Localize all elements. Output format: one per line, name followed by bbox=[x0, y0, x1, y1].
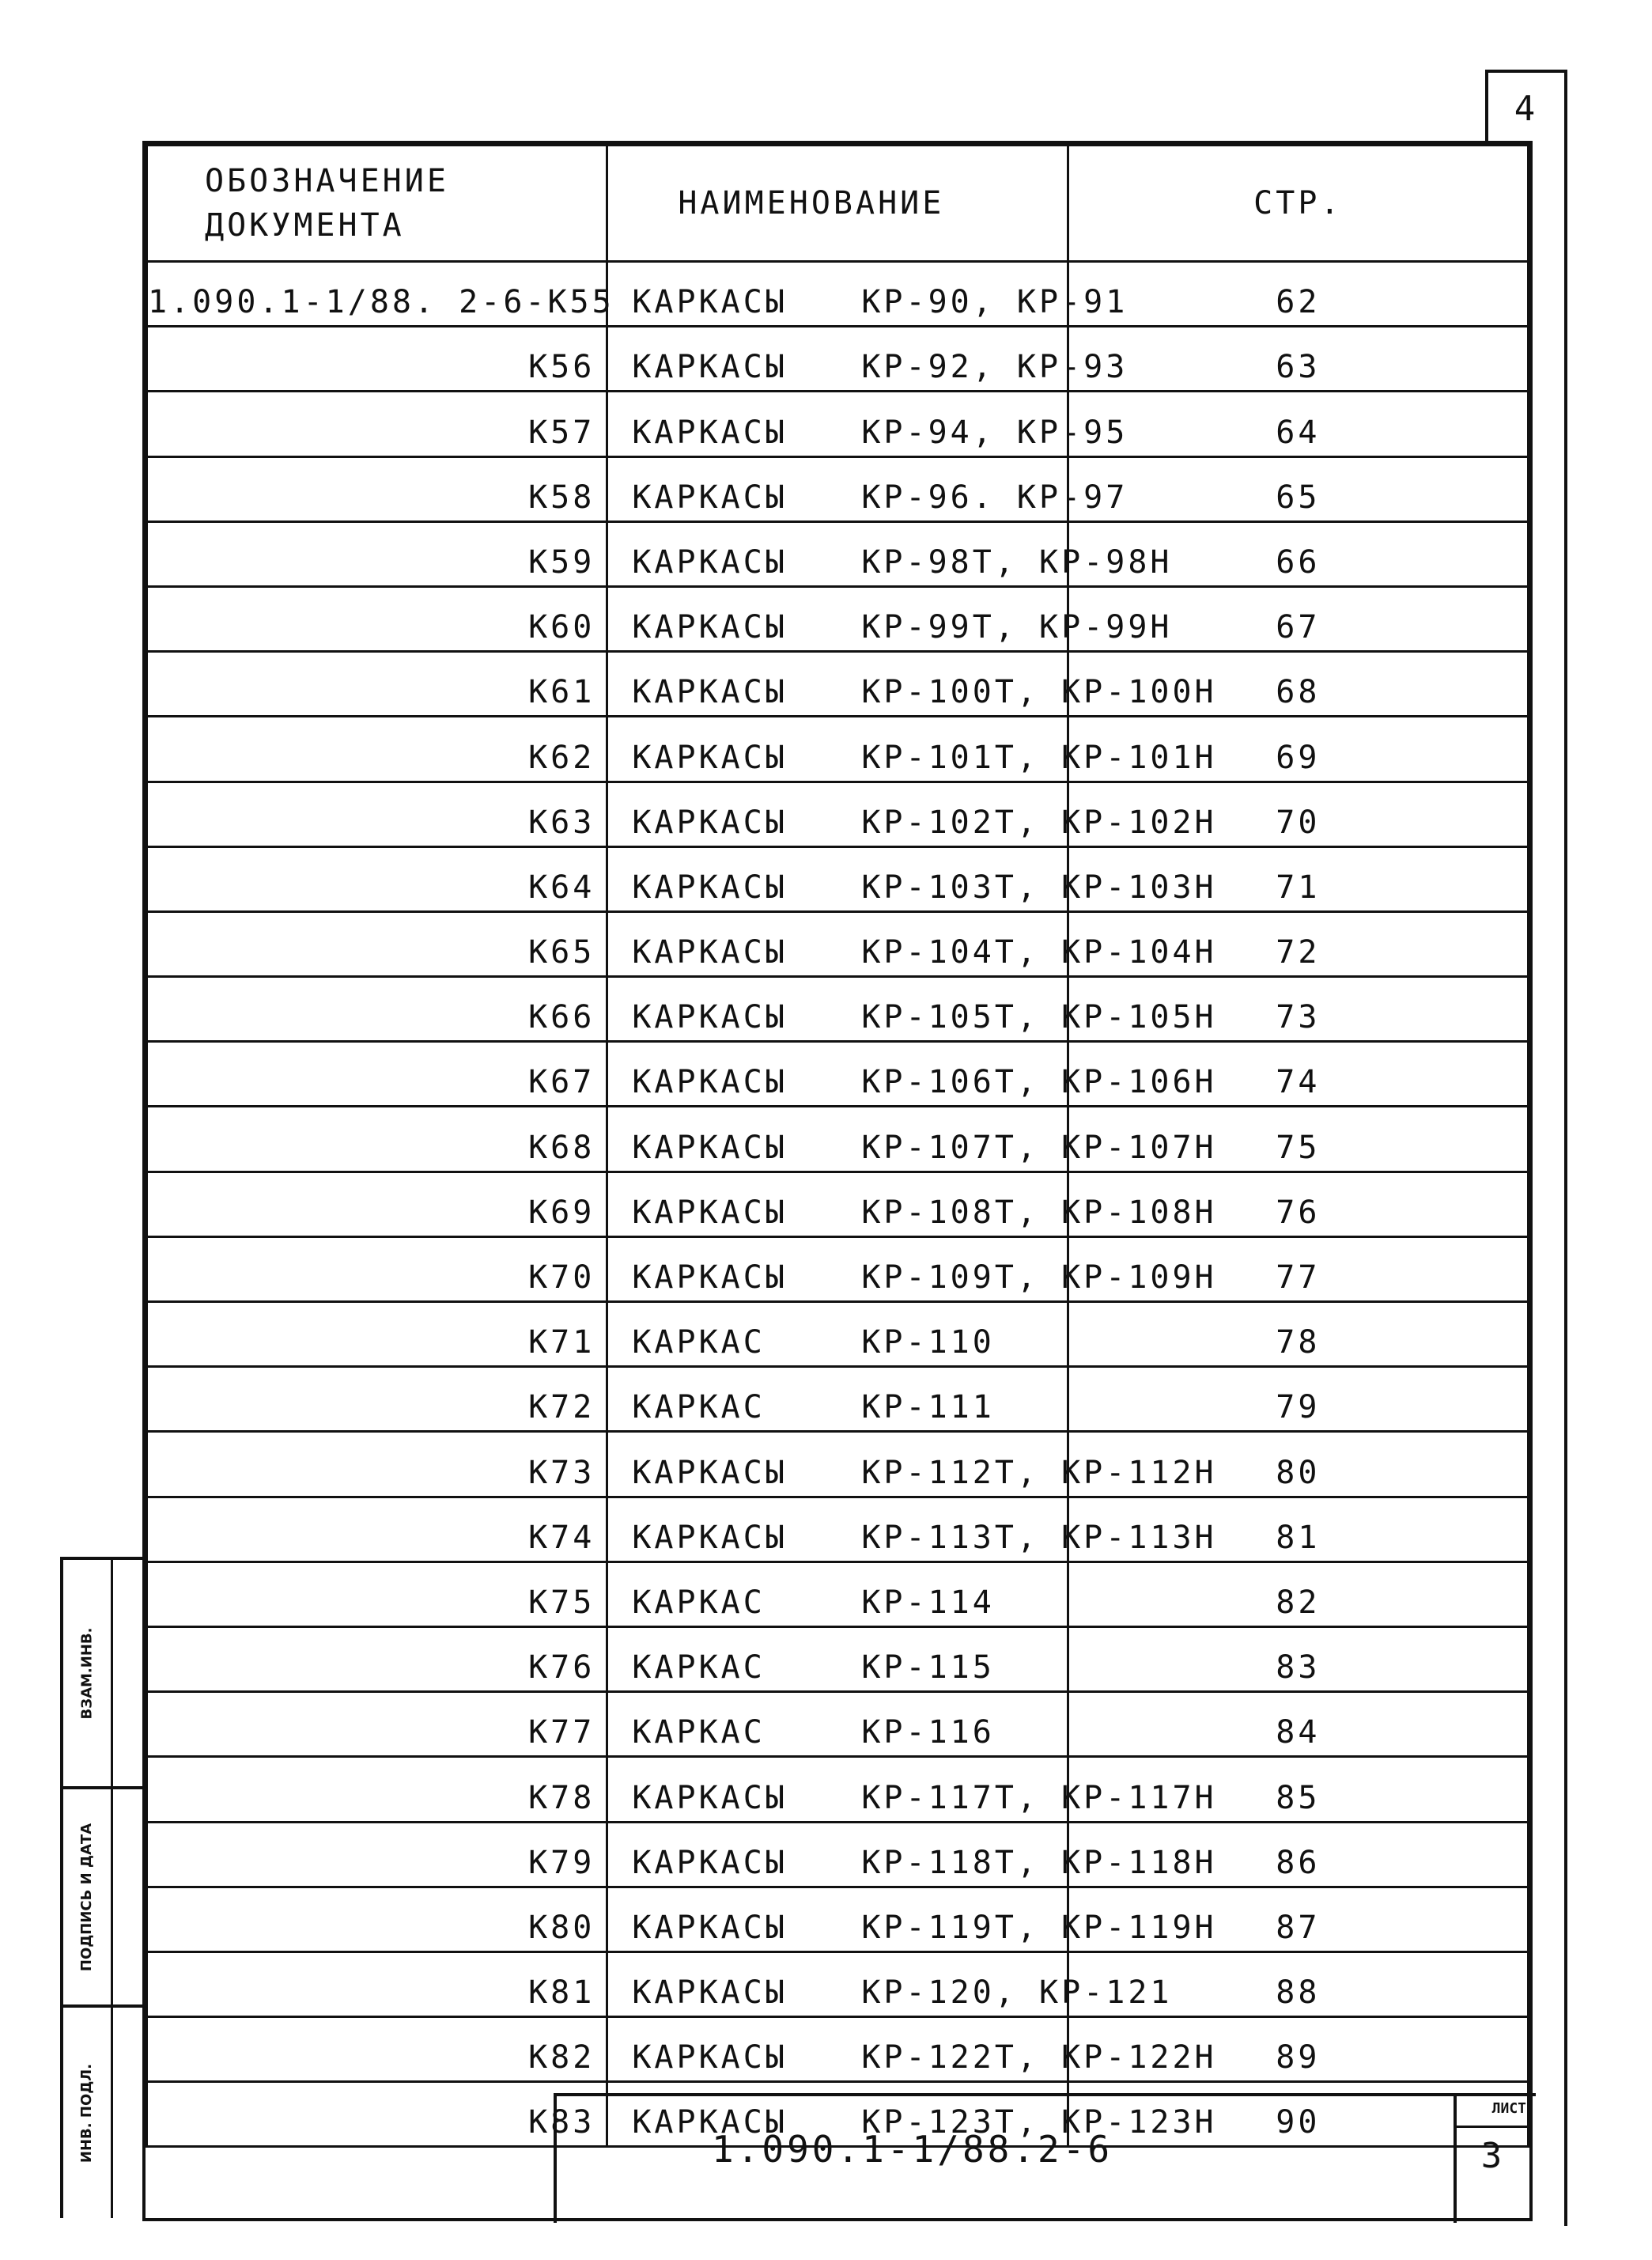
row-page: 84 bbox=[1068, 1692, 1528, 1757]
row-name bbox=[607, 1562, 1068, 1626]
row-designation: К74 bbox=[147, 1497, 607, 1562]
row-name bbox=[607, 327, 1128, 392]
row-page: 73 bbox=[1068, 977, 1528, 1042]
row-designation: К67 bbox=[147, 1042, 607, 1107]
row-name bbox=[607, 911, 1217, 976]
header-designation-line1: ОБОЗНАЧЕНИЕ bbox=[205, 163, 449, 199]
row-name-marks: КР-117Т, КР-117Н bbox=[861, 1779, 1217, 1816]
table-row bbox=[147, 586, 1529, 651]
page-number: 4 bbox=[1485, 70, 1567, 144]
row-name bbox=[607, 456, 1128, 521]
row-name-word: КАРКАСЫ bbox=[632, 934, 788, 971]
row-designation: К62 bbox=[147, 717, 607, 782]
title-block-designation: 1.090.1-1/88.2-6 bbox=[712, 2128, 1113, 2171]
row-name-word: КАРКАС bbox=[632, 1649, 766, 1686]
table-row bbox=[147, 1951, 1529, 2016]
row-page: 80 bbox=[1068, 1432, 1528, 1497]
row-name-word: КАРКАСЫ bbox=[632, 543, 788, 581]
row-name-word: КАРКАСЫ bbox=[632, 739, 788, 776]
row-name-word: КАРКАСЫ bbox=[632, 414, 788, 451]
row-page: 89 bbox=[1068, 2017, 1528, 2082]
row-name-word: КАРКАСЫ bbox=[632, 479, 788, 516]
row-name-word: КАРКАСЫ bbox=[632, 1454, 788, 1491]
table-row bbox=[147, 1432, 1529, 1497]
row-designation: К59 bbox=[147, 521, 607, 586]
row-name-word: КАРКАСЫ bbox=[632, 1519, 788, 1556]
row-name-marks: КР-109Т, КР-109Н bbox=[861, 1259, 1217, 1296]
row-name-marks: КР-106Т, КР-106Н bbox=[861, 1064, 1217, 1101]
row-name-marks: КР-92, КР-93 bbox=[861, 349, 1128, 386]
table-row bbox=[147, 1236, 1529, 1301]
row-name bbox=[607, 521, 1173, 586]
row-name-word: КАРКАС bbox=[632, 1584, 766, 1621]
table-row bbox=[147, 262, 1529, 327]
row-designation: К75 bbox=[147, 1562, 607, 1626]
row-name bbox=[607, 2017, 1217, 2082]
row-page: 82 bbox=[1068, 1562, 1528, 1626]
row-page: 71 bbox=[1068, 846, 1528, 911]
row-name-marks: КР-118Т, КР-118Н bbox=[861, 1844, 1217, 1881]
row-name-word: КАРКАСЫ bbox=[632, 2039, 788, 2076]
row-name-word: КАРКАС bbox=[632, 1389, 766, 1426]
row-name-word: КАРКАСЫ bbox=[632, 1974, 788, 2012]
row-designation: К70 bbox=[147, 1236, 607, 1301]
sheet-number: 3 bbox=[1480, 2136, 1506, 2176]
row-name-marks: КР-99Т, КР-99Н bbox=[861, 609, 1173, 646]
row-name-marks: КР-123Т, КР-123Н bbox=[861, 2104, 1217, 2141]
table-row bbox=[147, 717, 1529, 782]
row-name bbox=[607, 782, 1217, 846]
row-page: 66 bbox=[1068, 521, 1528, 586]
row-page: 77 bbox=[1068, 1236, 1528, 1301]
side-label-replacement-inv: ВЗАМ.ИНВ. bbox=[78, 1627, 96, 1719]
table-row bbox=[147, 1367, 1529, 1432]
row-name-word: КАРКАСЫ bbox=[632, 284, 788, 321]
row-name bbox=[607, 1042, 1217, 1107]
row-page: 69 bbox=[1068, 717, 1528, 782]
sheet-label: ЛИСТ bbox=[1454, 2093, 1533, 2128]
row-name-marks: КР-103Т, КР-103Н bbox=[861, 869, 1217, 906]
table-row bbox=[147, 1822, 1529, 1887]
row-designation: К57 bbox=[147, 392, 607, 456]
row-name bbox=[607, 1302, 1068, 1367]
row-name-marks: КР-101Т, КР-101Н bbox=[861, 739, 1217, 776]
row-page: 86 bbox=[1068, 1822, 1528, 1887]
row-designation: 1.090.1-1/88. 2-6-К55 bbox=[147, 262, 607, 327]
row-name-marks: КР-96. КР-97 bbox=[861, 479, 1128, 516]
row-name bbox=[607, 392, 1128, 456]
row-name-word: КАРКАСЫ bbox=[632, 1779, 788, 1816]
side-label-signature-date: ПОДПИСЬ И ДАТА bbox=[78, 1823, 96, 1971]
table-row bbox=[147, 1107, 1529, 1172]
table-header-row bbox=[147, 146, 1529, 262]
row-designation: К83 bbox=[147, 2082, 607, 2147]
row-designation: К61 bbox=[147, 652, 607, 717]
row-designation: К82 bbox=[147, 2017, 607, 2082]
table-body bbox=[147, 262, 1529, 2153]
row-name-marks: КР-111 bbox=[861, 1389, 995, 1426]
row-page: 87 bbox=[1068, 1887, 1528, 1951]
row-name-marks: КР-112Т, КР-112Н bbox=[861, 1454, 1217, 1491]
row-name bbox=[607, 977, 1217, 1042]
row-name bbox=[607, 1497, 1217, 1562]
row-designation: К65 bbox=[147, 911, 607, 976]
row-name-word: КАРКАСЫ bbox=[632, 2104, 788, 2141]
row-page: 68 bbox=[1068, 652, 1528, 717]
row-name bbox=[607, 717, 1217, 782]
table-row bbox=[147, 1172, 1529, 1236]
row-page: 78 bbox=[1068, 1302, 1528, 1367]
row-name-word: КАРКАСЫ bbox=[632, 674, 788, 711]
row-name-marks: КР-110 bbox=[861, 1324, 995, 1361]
row-designation: К76 bbox=[147, 1626, 607, 1691]
row-name-word: КАРКАСЫ bbox=[632, 1129, 788, 1166]
row-name bbox=[607, 1367, 1068, 1432]
row-name bbox=[607, 1432, 1217, 1497]
table-row bbox=[147, 846, 1529, 911]
row-name-marks: КР-113Т, КР-113Н bbox=[861, 1519, 1217, 1556]
row-name bbox=[607, 1692, 1068, 1757]
row-name-marks: КР-119Т, КР-119Н bbox=[861, 1909, 1217, 1946]
row-name bbox=[607, 1951, 1173, 2016]
side-strip-divider bbox=[111, 1557, 113, 2218]
row-name bbox=[607, 846, 1217, 911]
header-designation bbox=[147, 146, 607, 262]
row-name bbox=[607, 262, 1128, 327]
row-designation: К81 bbox=[147, 1951, 607, 2016]
row-page: 65 bbox=[1068, 456, 1528, 521]
row-designation: К78 bbox=[147, 1757, 607, 1822]
row-name bbox=[607, 586, 1173, 651]
header-designation-line2: ДОКУМЕНТА bbox=[205, 207, 405, 244]
table-row bbox=[147, 911, 1529, 976]
header-page: СТР. bbox=[1068, 146, 1528, 262]
row-name-marks: КР-116 bbox=[861, 1714, 995, 1751]
row-page: 62 bbox=[1068, 262, 1528, 327]
row-designation: К80 bbox=[147, 1887, 607, 1951]
row-name-marks: КР-104Т, КР-104Н bbox=[861, 934, 1217, 971]
row-designation: К79 bbox=[147, 1822, 607, 1887]
row-page: 79 bbox=[1068, 1367, 1528, 1432]
row-designation: К77 bbox=[147, 1692, 607, 1757]
row-name-word: КАРКАСЫ bbox=[632, 1844, 788, 1881]
row-page: 63 bbox=[1068, 327, 1528, 392]
row-designation: К60 bbox=[147, 586, 607, 651]
row-name bbox=[607, 1822, 1217, 1887]
table-row bbox=[147, 652, 1529, 717]
row-name-marks: КР-98Т, КР-98Н bbox=[861, 543, 1173, 581]
row-name-marks: КР-114 bbox=[861, 1584, 995, 1621]
row-page: 67 bbox=[1068, 586, 1528, 651]
row-name-word: КАРКАСЫ bbox=[632, 869, 788, 906]
table-row bbox=[147, 1757, 1529, 1822]
row-name bbox=[607, 1236, 1217, 1301]
row-designation: К58 bbox=[147, 456, 607, 521]
table-row bbox=[147, 977, 1529, 1042]
table-row bbox=[147, 1692, 1529, 1757]
row-page: 85 bbox=[1068, 1757, 1528, 1822]
row-name bbox=[607, 1107, 1217, 1172]
header-name: НАИМЕНОВАНИЕ bbox=[607, 146, 1068, 262]
row-name-word: КАРКАС bbox=[632, 1714, 766, 1751]
row-name bbox=[607, 1626, 1068, 1691]
row-name-word: КАРКАСЫ bbox=[632, 349, 788, 386]
row-page: 72 bbox=[1068, 911, 1528, 976]
table-row bbox=[147, 456, 1529, 521]
row-name-marks: КР-102Т, КР-102Н bbox=[861, 804, 1217, 841]
row-designation: К71 bbox=[147, 1302, 607, 1367]
row-name-marks: КР-105Т, КР-105Н bbox=[861, 999, 1217, 1036]
row-name bbox=[607, 1172, 1217, 1236]
row-name-marks: КР-90, КР-91 bbox=[861, 284, 1128, 321]
row-page: 74 bbox=[1068, 1042, 1528, 1107]
table-row bbox=[147, 782, 1529, 846]
table-row bbox=[147, 1562, 1529, 1626]
row-name-word: КАРКАСЫ bbox=[632, 999, 788, 1036]
row-name-marks: КР-115 bbox=[861, 1649, 995, 1686]
document-list-table bbox=[146, 144, 1529, 2152]
row-name-marks: КР-100Т, КР-100Н bbox=[861, 674, 1217, 711]
row-page: 76 bbox=[1068, 1172, 1528, 1236]
row-name-marks: КР-107Т, КР-107Н bbox=[861, 1129, 1217, 1166]
row-name-marks: КР-108Т, КР-108Н bbox=[861, 1194, 1217, 1231]
row-name-marks: КР-120, КР-121 bbox=[861, 1974, 1173, 2012]
row-page: 83 bbox=[1068, 1626, 1528, 1691]
row-name-marks: КР-122Т, КР-122Н bbox=[861, 2039, 1217, 2076]
row-name bbox=[607, 1887, 1217, 1951]
row-page: 70 bbox=[1068, 782, 1528, 846]
table-row bbox=[147, 2017, 1529, 2082]
table-row bbox=[147, 1497, 1529, 1562]
row-page: 75 bbox=[1068, 1107, 1528, 1172]
row-name-word: КАРКАСЫ bbox=[632, 609, 788, 646]
row-name-marks: КР-94, КР-95 bbox=[861, 414, 1128, 451]
table-row bbox=[147, 327, 1529, 392]
table-row bbox=[147, 1626, 1529, 1691]
row-designation: К68 bbox=[147, 1107, 607, 1172]
frame-right-rule bbox=[1564, 141, 1567, 2226]
row-designation: К63 bbox=[147, 782, 607, 846]
table-row bbox=[147, 1887, 1529, 1951]
row-page: 64 bbox=[1068, 392, 1528, 456]
row-designation: К69 bbox=[147, 1172, 607, 1236]
side-label-original-inv: ИНВ. ПОДЛ. bbox=[78, 2063, 96, 2163]
row-page: 81 bbox=[1068, 1497, 1528, 1562]
row-name bbox=[607, 652, 1217, 717]
row-designation: К72 bbox=[147, 1367, 607, 1432]
row-name-word: КАРКАСЫ bbox=[632, 1909, 788, 1946]
table-row bbox=[147, 1302, 1529, 1367]
row-designation: К64 bbox=[147, 846, 607, 911]
row-name-word: КАРКАСЫ bbox=[632, 1194, 788, 1231]
row-name-word: КАРКАС bbox=[632, 1324, 766, 1361]
row-designation: К73 bbox=[147, 1432, 607, 1497]
row-designation: К66 bbox=[147, 977, 607, 1042]
table-row bbox=[147, 1042, 1529, 1107]
row-page: 88 bbox=[1068, 1951, 1528, 2016]
row-page: 90 bbox=[1068, 2082, 1528, 2147]
row-designation: К56 bbox=[147, 327, 607, 392]
row-name-word: КАРКАСЫ bbox=[632, 1259, 788, 1296]
row-name bbox=[607, 1757, 1217, 1822]
table-row bbox=[147, 521, 1529, 586]
table-row bbox=[147, 392, 1529, 456]
row-name-word: КАРКАСЫ bbox=[632, 804, 788, 841]
row-name-word: КАРКАСЫ bbox=[632, 1064, 788, 1101]
